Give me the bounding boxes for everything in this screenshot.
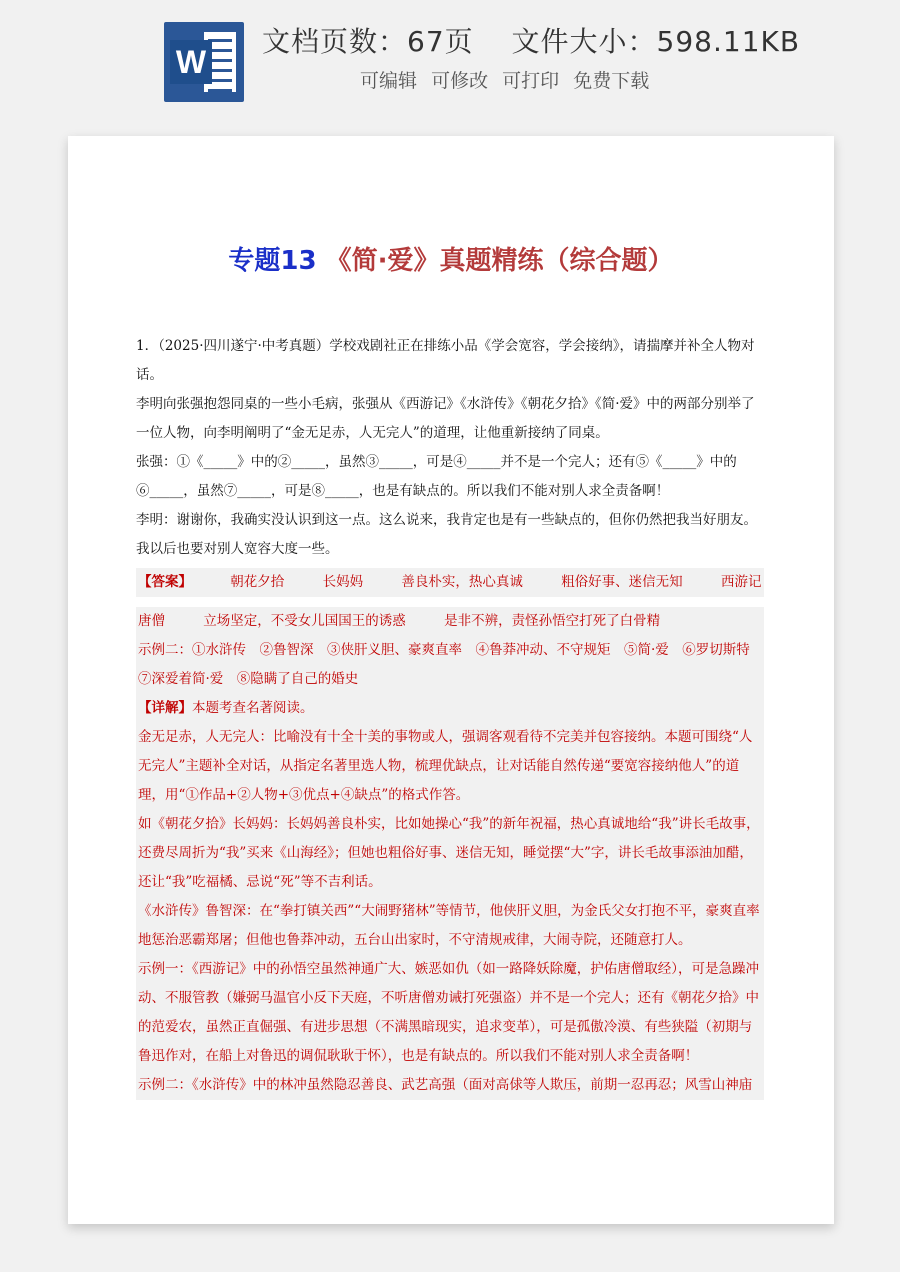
- file-meta: [262, 20, 800, 60]
- word-document-icon: W: [164, 22, 244, 102]
- answer-item: 长妈妈: [322, 574, 364, 590]
- detail-paragraph: 示例二：《水浒传》中的林冲虽然隐忍善良、武艺高强（面对高俅等人欺压，前期一忍再忍；风雪山神庙: [138, 1077, 753, 1093]
- detail-paragraph: 《水浒传》鲁智深：在“拳打镇关西”“大闹野猪林”等情节，他侠肝义胆，为金氏父女打抱不平，豪爽直率地惩治恶霸郑屠；但他也鲁莽冲动，五台山出家时，不守清规戒律，大闹寺院，还随意打人。: [138, 903, 760, 948]
- question-stem: 1．（2025·四川遂宁·中考真题）学校戏剧社正在排练小品《学会宽容，学会接纳》，请揣摩并补全人物对话。: [136, 338, 755, 383]
- document-page: [68, 136, 834, 1224]
- answer-item: 朝花夕拾: [230, 574, 285, 590]
- answer-example-2: 示例二：①水浒传 ②鲁智深 ③侠肝义胆、豪爽直率 ④鲁莽冲动、不守规矩 ⑤简·爱 ⑥罗切斯特 ⑦深爱着简·爱 ⑧隐瞒了自己的婚史: [138, 642, 764, 687]
- page-count: 文档页数：67页: [262, 25, 474, 58]
- answer-item: 立场坚定，不受女儿国国王的诱惑: [203, 613, 406, 629]
- answer-row-2: [136, 607, 764, 636]
- answer-item: 西游记: [720, 574, 762, 590]
- title-prefix: 专题13: [228, 246, 317, 276]
- answer-item: 粗俗好事、迷信无知: [561, 574, 683, 590]
- answer-item: 是非不辨，责怪孙悟空打死了白骨精: [444, 613, 661, 629]
- title-main: 《简·爱》真题精练（综合题）: [325, 246, 674, 276]
- question-dialogue-zhang: 张强：①《_____》中的②_____，虽然③_____，可是④_____并不是一个完人；还有⑤《_____》中的⑥_____，虽然⑦_____，可是⑧_____，也是有缺点的。所以我们不能对别人求全责备啊！: [136, 454, 737, 499]
- detail-heading: [136, 694, 764, 723]
- question-dialogue-li: 李明：谢谢你，我确实没认识到这一点。这么说来，我肯定也是有一些缺点的，但你仍然把我当好朋友。我以后也要对别人宽容大度一些。: [136, 512, 757, 557]
- detail-intro: 本题考查名著阅读。: [192, 700, 314, 716]
- feature-free-download: 免费下载: [573, 70, 650, 92]
- detail-paragraph: 示例一：《西游记》中的孙悟空虽然神通广大、嫉恶如仇（如一路降妖除魔，护佑唐僧取经），可是急躁冲动、不服管教（嫌弼马温官小反下天庭，不听唐僧劝诫打死强盗）并不是一个完人；还有《朝花夕拾》中的范爱农，虽然正直倔强、有进步思想（不满黑暗现实，追求变革），可是孤傲冷漠、有些狭隘（初期与鲁迅作对，在船上对鲁迅的调侃耿耿于怀），也是有缺点的。所以我们不能对别人求全责备啊！: [138, 961, 759, 1064]
- feature-editable: 可编辑: [360, 70, 418, 92]
- feature-modifiable: 可修改: [431, 70, 489, 92]
- download-header: [0, 0, 900, 120]
- answer-section-continued: [136, 607, 764, 1100]
- answer-item: 唐僧: [138, 613, 165, 629]
- document-body: [136, 332, 764, 1100]
- answer-row-1: [136, 568, 764, 597]
- answer-label: 【答案】: [138, 574, 192, 590]
- detail-paragraph: 如《朝花夕拾》长妈妈：长妈妈善良朴实，比如她操心“我”的新年祝福，热心真诚地给“我”讲长毛故事，还费尽周折为“我”买来《山海经》；但她也粗俗好事、迷信无知，睡觉摆“大”字，讲长毛故事添油加醋，还让“我”吃福橘、忌说“死”等不吉利话。: [138, 816, 760, 890]
- file-size: 文件大小：598.11KB: [511, 25, 801, 58]
- answer-section: [136, 568, 764, 597]
- page-title: [68, 240, 834, 277]
- detail-paragraph: 金无足赤，人无完人：比喻没有十全十美的事物或人，强调客观看待不完美并包容接纳。本题可围绕“人无完人”主题补全对话，从指定名著里选人物，梳理优缺点，让对话能自然传递“要宽容接纳他人”的道理，用“①作品+②人物+③优点+④缺点”的格式作答。: [138, 729, 753, 803]
- question-context: 李明向张强抱怨同桌的一些小毛病，张强从《西游记》《水浒传》《朝花夕拾》《简·爱》中的两部分别举了一位人物，向李明阐明了“金无足赤，人无完人”的道理，让他重新接纳了同桌。: [136, 396, 755, 441]
- detail-label: 【详解】: [138, 700, 192, 716]
- answer-item: 善良朴实，热心真诚: [401, 574, 523, 590]
- feature-printable: 可打印: [502, 70, 560, 92]
- feature-list: [360, 66, 649, 93]
